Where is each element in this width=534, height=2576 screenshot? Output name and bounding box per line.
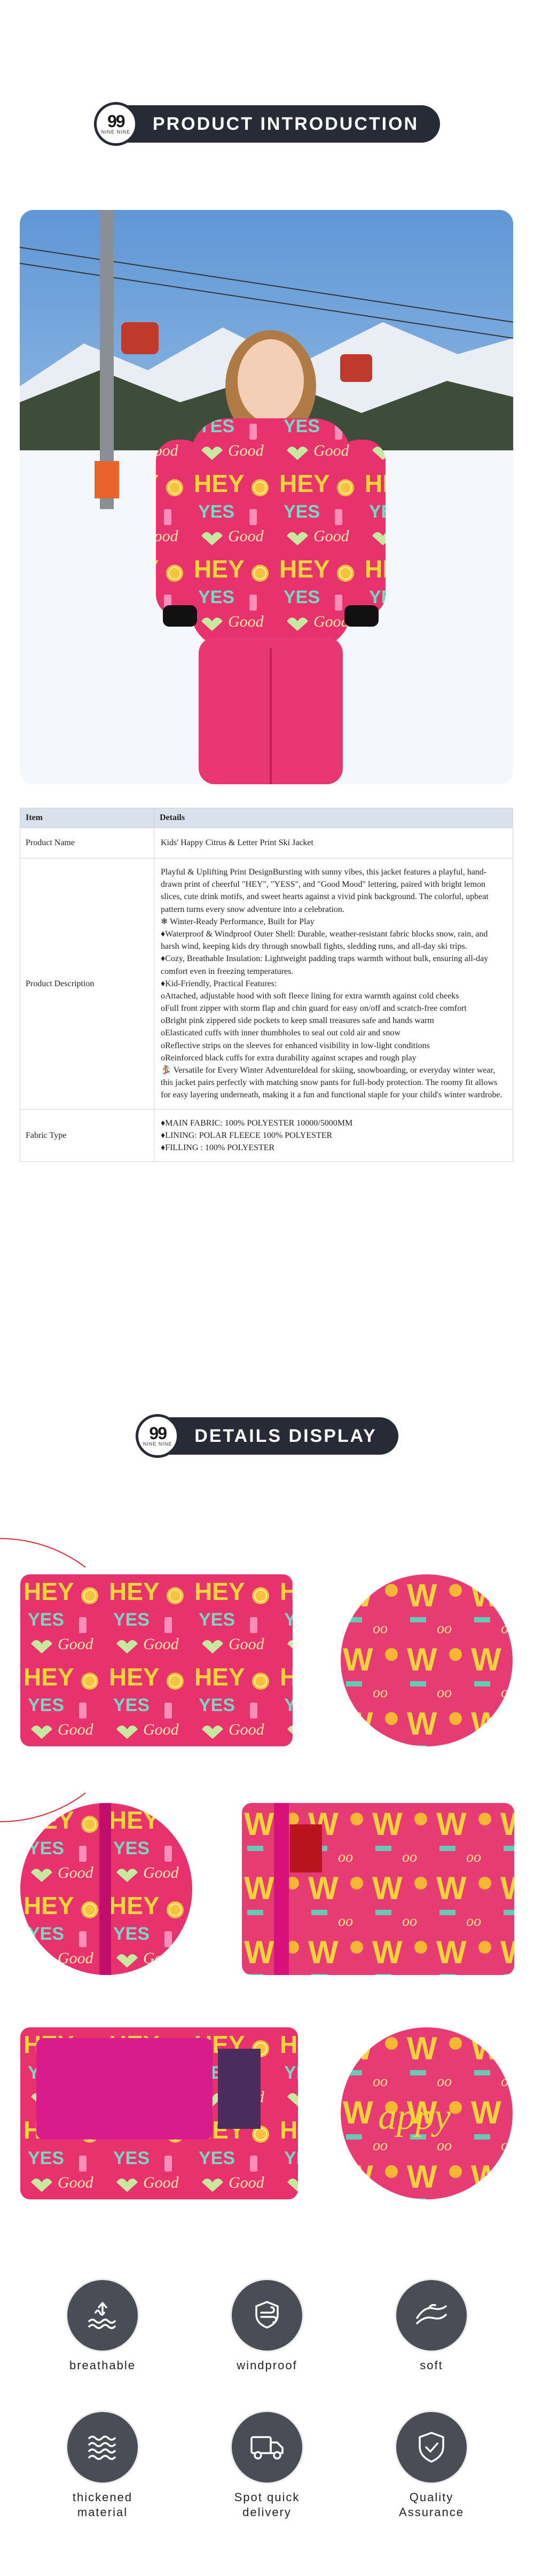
brand-logo bbox=[94, 102, 138, 146]
feature-soft bbox=[378, 2280, 485, 2373]
detail-photo-front-zipper bbox=[242, 1803, 514, 1975]
soft-icon bbox=[396, 2280, 467, 2351]
feature-label: breathable bbox=[69, 2359, 136, 2372]
description-line: ♦Kid-Friendly, Practical Features: bbox=[161, 979, 277, 988]
breathable-icon bbox=[67, 2280, 138, 2351]
description-line: oReflective strips on the sleeves for enhanced visibility in low-light conditions bbox=[161, 1041, 430, 1050]
windproof-icon bbox=[232, 2280, 302, 2351]
detail-photo-front-print bbox=[20, 1574, 293, 1746]
feature-windproof bbox=[214, 2280, 320, 2373]
fabric-line: ♦MAIN FABRIC: 100% POLYESTER 10000/5000MM bbox=[161, 1118, 353, 1128]
fabric-line: ♦FILLING : 100% POLYESTER bbox=[161, 1143, 275, 1152]
description-line: oAttached, adjustable hood with soft fleece lining for extra warmth against cold cheeks bbox=[161, 991, 459, 1001]
detail-photo-sleeve-print bbox=[341, 1574, 513, 1746]
logo-number: 99 bbox=[149, 1424, 166, 1443]
fabric-line: ♦LINING: POLAR FLEECE 100% POLYESTER bbox=[161, 1130, 333, 1140]
feature-thickened-material bbox=[49, 2412, 156, 2519]
feature-label: thickened material bbox=[72, 2491, 133, 2519]
detail-photo-cuff bbox=[341, 2027, 513, 2199]
feature-quality-assurance bbox=[378, 2412, 485, 2519]
feature-label: Spot quick delivery bbox=[234, 2491, 300, 2519]
cell-label: Product Name bbox=[20, 828, 154, 858]
cell-value-description bbox=[154, 858, 513, 1110]
description-line: ♦Waterproof & Windproof Outer Shell: Durable, weather-resistant fabric blocks snow, rain, and harsh wind, keeping kids dry through snowball fights, sledding runs, and all-day ski trips. bbox=[161, 929, 488, 951]
column-header-item: Item bbox=[20, 808, 154, 828]
description-line: oFull front zipper with storm flap and chin guard for easy on/off and scratch-free comfort bbox=[161, 1004, 467, 1013]
table-row-description bbox=[20, 858, 513, 1110]
brand-logo bbox=[136, 1414, 179, 1458]
section-title: DETAILS DISPLAY bbox=[194, 1425, 377, 1446]
detail-photo-zipper bbox=[20, 1803, 192, 1975]
description-line: ♦Cozy, Breathable Insulation: Lightweight padding traps warmth without bulk, ensuring all-day comfort even in freezing temperatures. bbox=[161, 954, 489, 976]
detail-photo-inner-lining bbox=[20, 2027, 298, 2199]
hero-product-photo bbox=[20, 210, 513, 784]
column-header-details: Details bbox=[154, 808, 513, 828]
table-row-fabric bbox=[20, 1109, 513, 1162]
description-line: oElasticated cuffs with inner thumbholes to seal out cold air and snow bbox=[161, 1028, 400, 1038]
cell-value-fabric bbox=[154, 1109, 513, 1162]
feature-label: windproof bbox=[237, 2359, 297, 2372]
section-title: PRODUCT INTRODUCTION bbox=[152, 113, 419, 134]
section-header-details-display bbox=[0, 1412, 534, 1460]
table-header-row bbox=[20, 808, 513, 828]
logo-word: NINE NINE bbox=[143, 1441, 172, 1447]
description-line: Playful & Uplifting Print DesignBursting with sunny vibes, this jacket features a playful, hand-drawn print of cheerful "HEY", "YESS", and "Good Mood" lettering, paired with bright lemon slices, cute drink motifs, and sweet hearts against a vivid pink background. The colorful, upbeat pattern turns every snow adventure into a celebration. bbox=[161, 868, 489, 914]
table-row-product-name bbox=[20, 828, 513, 858]
title-pill bbox=[94, 105, 440, 143]
product-spec-table bbox=[20, 808, 513, 1162]
shield-check-icon bbox=[396, 2412, 467, 2483]
description-line: oBright pink zippered side pockets to keep small treasures safe and hands warm bbox=[161, 1016, 434, 1026]
cell-value-product-name: Kids' Happy Citrus & Letter Print Ski Jacket bbox=[154, 828, 513, 858]
description-line: oReinforced black cuffs for extra durability against scrapes and rough play bbox=[161, 1053, 417, 1063]
cell-label: Fabric Type bbox=[20, 1109, 154, 1162]
section-header-product-introduction bbox=[0, 100, 534, 148]
feature-label: Quality Assurance bbox=[399, 2491, 464, 2519]
cell-label: Product Description bbox=[20, 858, 154, 1110]
description-line: ❄ Winter-Ready Performance, Built for Play bbox=[161, 917, 315, 926]
logo-number: 99 bbox=[107, 112, 124, 131]
title-pill bbox=[136, 1417, 398, 1455]
feature-spot-quick-delivery bbox=[214, 2412, 320, 2519]
thickened-icon bbox=[67, 2412, 138, 2483]
description-line: 🏂 Versatile for Every Winter AdventureIdeal for skiing, snowboarding, or everyday winter wear, this jacket pairs perfectly with matching snow pants for full-body protection. The roomy fit allows for easy layering underneath, making it a fun and functional staple for your child's winter wardrobe. bbox=[161, 1066, 502, 1100]
feature-label: soft bbox=[420, 2359, 443, 2372]
logo-word: NINE NINE bbox=[101, 129, 131, 135]
svg-text:appy: appy bbox=[378, 2096, 451, 2137]
feature-breathable bbox=[49, 2280, 156, 2373]
delivery-truck-icon bbox=[232, 2412, 302, 2483]
